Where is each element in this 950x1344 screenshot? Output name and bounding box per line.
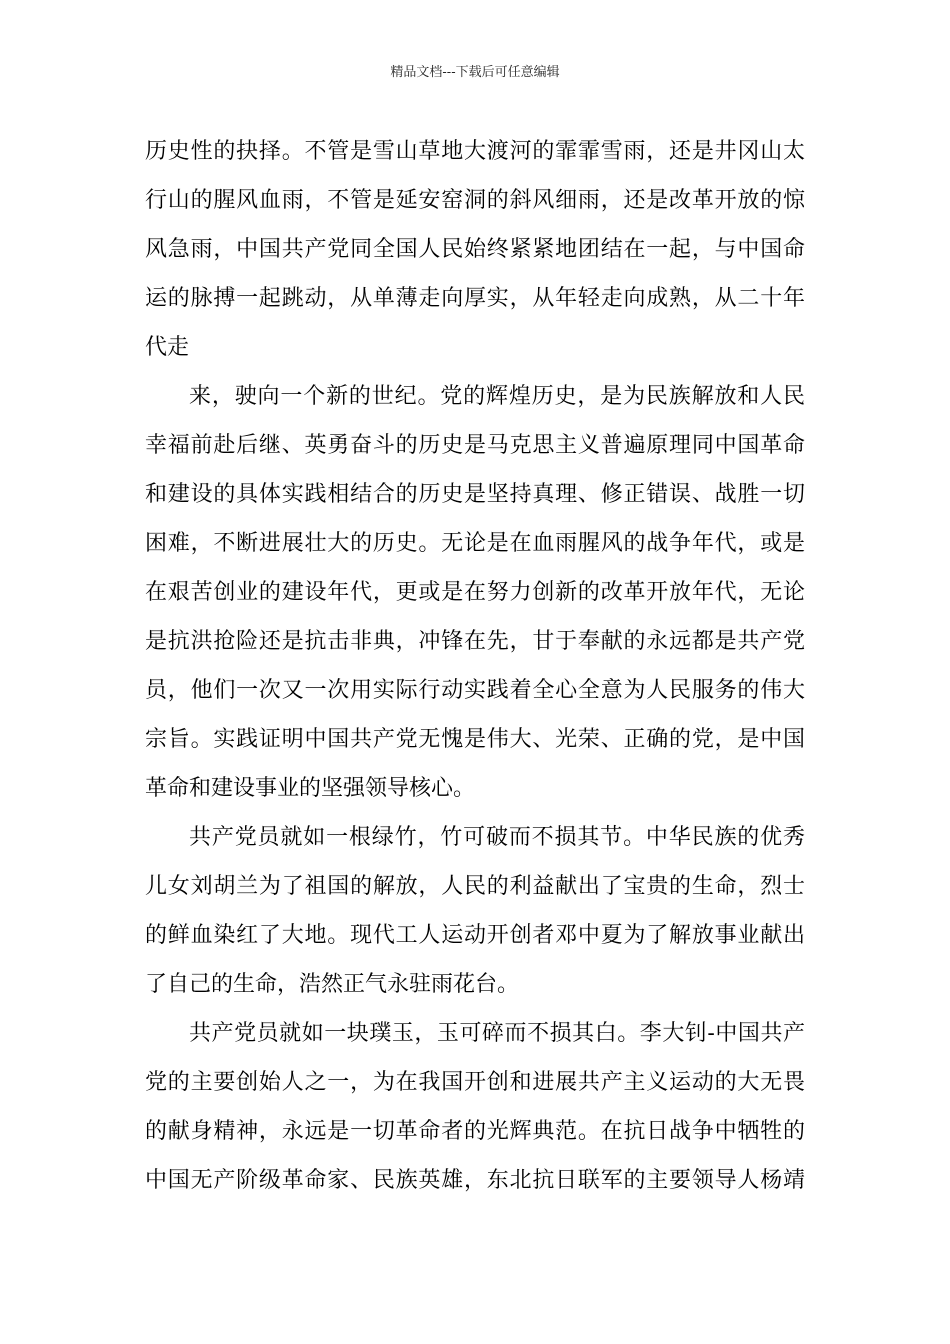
- text-line: 的献身精神，永远是一切革命者的光辉典范。在抗日战争中牺牲的: [145, 1119, 805, 1144]
- text-line: 困难，不断进展壮大的历史。无论是在血雨腥风的战争年代，或是: [145, 531, 805, 556]
- text-line: 革命和建设事业的坚强领导核心。: [145, 776, 476, 801]
- text-line: 儿女刘胡兰为了祖国的解放，人民的利益献出了宝贵的生命，烈士: [145, 874, 805, 899]
- text-line: 了自己的生命，浩然正气永驻雨花台。: [145, 972, 520, 997]
- text-line: 来，驶向一个新的世纪。党的辉煌历史，是为民族解放和人民: [189, 384, 805, 409]
- text-line: 在艰苦创业的建设年代，更或是在努力创新的改革开放年代，无论: [145, 580, 805, 605]
- text-line: 宗旨。实践证明中国共产党无愧是伟大、光荣、正确的党，是中国: [145, 727, 805, 752]
- text-line: 历史性的抉择。不管是雪山草地大渡河的霏霏雪雨，还是井冈山太: [145, 139, 805, 164]
- text-line: 员，他们一次又一次用实际行动实践着全心全意为人民服务的伟大: [145, 678, 805, 703]
- text-line: 的鲜血染红了大地。现代工人运动开创者邓中夏为了解放事业献出: [145, 923, 805, 948]
- text-line: 代走: [145, 335, 190, 360]
- text-line: 共产党员就如一块璞玉，玉可碎而不损其白。李大钊-中国共产: [189, 1021, 805, 1046]
- text-line: 幸福前赴后继、英勇奋斗的历史是马克思主义普遍原理同中国革命: [145, 433, 805, 458]
- text-line: 中国无产阶级革命家、民族英雄，东北抗日联军的主要领导人杨靖: [145, 1168, 805, 1193]
- text-line: 是抗洪抢险还是抗击非典，冲锋在先，甘于奉献的永远都是共产党: [145, 629, 805, 654]
- text-line: 共产党员就如一根绿竹，竹可破而不损其节。中华民族的优秀: [189, 825, 805, 850]
- text-line: 和建设的具体实践相结合的历史是坚持真理、修正错误、战胜一切: [145, 482, 805, 507]
- document-body: [145, 127, 805, 1205]
- text-line: 行山的腥风血雨，不管是延安窑洞的斜风细雨，还是改革开放的惊: [145, 188, 805, 213]
- text-line: 党的主要创始人之一，为在我国开创和进展共产主义运动的大无畏: [145, 1070, 805, 1095]
- text-line: 运的脉搏一起跳动，从单薄走向厚实，从年轻走向成熟，从二十年: [145, 286, 805, 311]
- text-line: 风急雨，中国共产党同全国人民始终紧紧地团结在一起，与中国命: [145, 237, 805, 262]
- page-header: 精品文档---下载后可任意编辑: [390, 65, 560, 80]
